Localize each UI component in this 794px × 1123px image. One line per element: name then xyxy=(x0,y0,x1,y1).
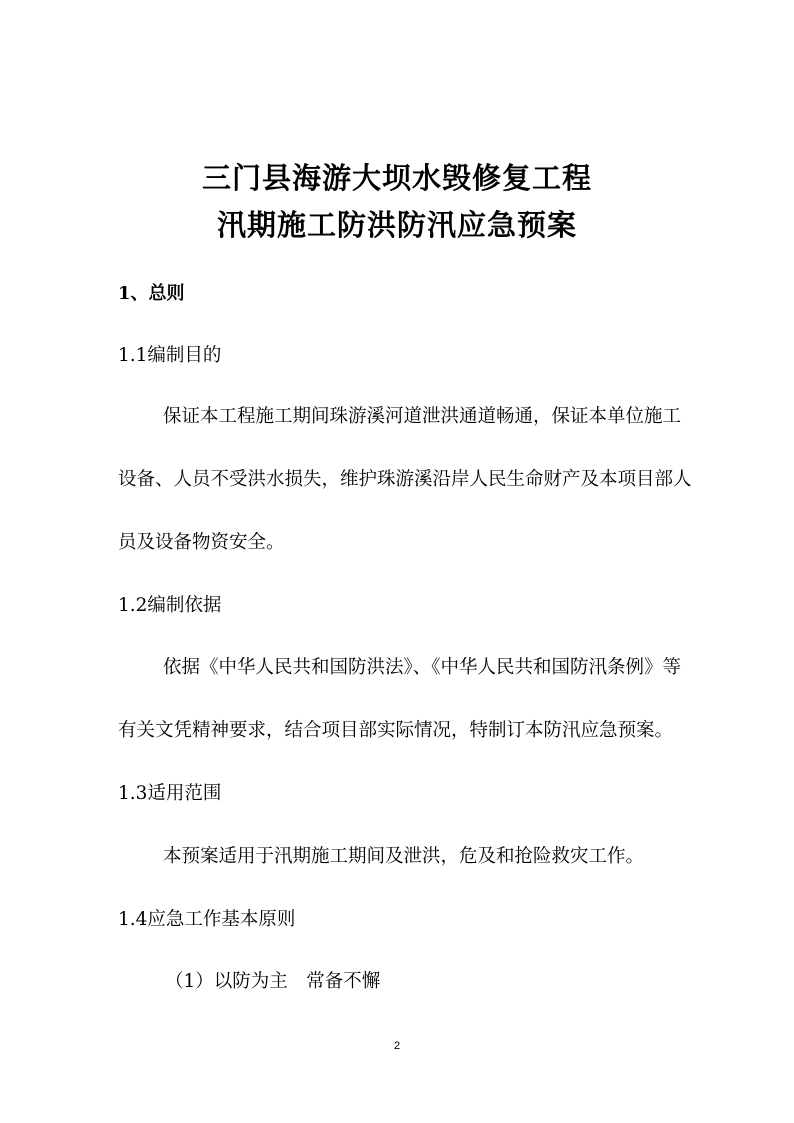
subsection-1-3-heading: 1.3适用范围 xyxy=(118,783,222,804)
subsection-1-4-heading: 1.4应急工作基本原则 xyxy=(118,909,296,930)
section-1-heading: 1、总则 xyxy=(118,283,185,304)
subsection-1-1-heading: 1.1编制目的 xyxy=(118,345,222,366)
paragraph-line: 本预案适用于汛期施工期间及泄洪，危及和抢险救灾工作。 xyxy=(163,846,645,867)
paragraph-line: 依据《中华人民共和国防洪法》、《中华人民共和国防汛条例》等 xyxy=(163,657,682,678)
paragraph-line: 员及设备物资安全。 xyxy=(118,532,285,553)
paragraph-line: 设备、人员不受洪水损失，维护珠游溪沿岸人民生命财产及本项目部人 xyxy=(118,469,692,490)
page-number: 2 xyxy=(393,1040,401,1052)
document-title-line-1: 三门县海游大坝水毁修复工程 xyxy=(201,161,592,195)
principle-item-1: （1）以防为主 常备不懈 xyxy=(165,971,381,992)
subsection-1-2-heading: 1.2编制依据 xyxy=(118,595,222,616)
paragraph-line: 保证本工程施工期间珠游溪河道泄洪通道畅通，保证本单位施工 xyxy=(163,406,682,427)
paragraph-line: 有关文凭精神要求，结合项目部实际情况，特制订本防汛应急预案。 xyxy=(118,720,674,741)
document-title-line-2: 汛期施工防洪防汛应急预案 xyxy=(216,208,577,242)
